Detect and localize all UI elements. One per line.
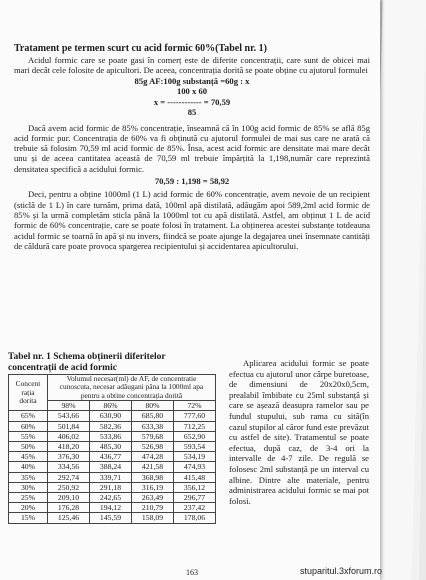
table-cell-value: 543,66 (48, 411, 90, 421)
table-cell-value: 296,77 (174, 493, 216, 503)
table-cell-value: 356,12 (174, 482, 216, 492)
table-row (9, 482, 216, 492)
table-cell-value: 777,60 (174, 411, 216, 421)
table-cell-value: 501,84 (48, 421, 90, 431)
table-cell-value: 582,36 (90, 421, 132, 431)
table-cell-value: 533,86 (90, 431, 132, 441)
formula-line: x = ------------ = 70,59 (153, 96, 231, 107)
table-cell-value: 712,25 (174, 421, 216, 431)
paragraph-preparation: Deci, pentru a obține 1000ml (1 L) acid formic de 60% concentrație, avem nevoie de un recipient (sticlă de 1 L) în care turnăm, prima dată, 100ml apă distilată, adăugăm apoi 589,2ml acid formic de 85% și la urmă completăm sticla până la 1000ml tot cu apă distilată. Astfel, am obținut 1 L de acid formic de 60% concentrație, care se poate folosi în tratament. La obținerea acestei substanțe totdeauna acidul formic se toarnă în apă și nu invers, fiindcă se poate ajunge la degajarea unei însemnate cantități de căldură care poate provoca spargerea recipientului și accidentarea apicultorului. (14, 189, 370, 251)
table-cell-value: 415,48 (174, 472, 216, 482)
table-cell-concentration: 15% (9, 513, 48, 523)
table-cell-value: 652,90 (174, 431, 216, 441)
table-cell-value: 291,18 (90, 482, 132, 492)
application-text (229, 358, 369, 506)
main-text (14, 43, 370, 251)
table-cell-concentration: 25% (9, 493, 48, 503)
formula-line: 100 x 60 (176, 86, 208, 97)
table-cell-value: 176,28 (48, 503, 90, 513)
table-cell-value: 474,93 (174, 462, 216, 472)
table-cell-value: 526,98 (132, 442, 174, 452)
table-row (9, 462, 216, 472)
table-cell-value: 406,02 (48, 431, 90, 441)
table-cell-value: 421,58 (132, 462, 174, 472)
table-row (9, 411, 216, 421)
table-subheader: 98% (48, 401, 90, 411)
table-cell-concentration: 45% (9, 452, 48, 462)
table-cell-value: 292,74 (48, 472, 90, 482)
table-cell-value: 210,79 (132, 503, 174, 513)
concentration-table (8, 374, 216, 524)
table-cell-value: 125,46 (48, 513, 90, 523)
table-row (9, 442, 216, 452)
table-cell-value: 316,19 (132, 482, 174, 492)
table-subheader: 72% (174, 401, 216, 411)
table-cell-value: 485,30 (90, 442, 132, 452)
paragraph-intro: Acidul formic care se poate gasi în comerț este de diferite concentrații, care sunt de obicei mai mari decât cele folosite de apicultori. De aceea, concentrația dorită se poate obține cu ajutorul formulei (14, 55, 370, 76)
table-cell-concentration: 55% (9, 431, 48, 441)
table-cell-concentration: 60% (9, 421, 48, 431)
table-cell-value: 388,24 (90, 462, 132, 472)
table-cell-value: 158,09 (132, 513, 174, 523)
table-cell-value: 633,38 (132, 421, 174, 431)
table-header-concentration: Concent rația dorita (9, 375, 48, 411)
table-header-volume: Volumul necesar(ml) de AF, de concentratie cunoscuta, necesar adăugani pâna la 1000ml apa pentru a obtine concentrația dorită (48, 375, 216, 401)
table-cell-value: 237,42 (174, 503, 216, 513)
table-cell-value: 194,12 (90, 503, 132, 513)
table-cell-value: 474,28 (132, 452, 174, 462)
table-row (9, 493, 216, 503)
table-cell-value: 334,56 (48, 462, 90, 472)
table-cell-value: 579,68 (132, 431, 174, 441)
table-cell-value: 145,59 (90, 513, 132, 523)
paragraph-density: Dacă avem acid formic de 85% concentrație, înseamnă că în 100g acid formic de 85% se află 85g acid formic pur. Concentrația de 60% va fi obținută cu ajutorul formulei de mai sus care ne arată că trebuie să folosim 70,59 ml acid formic de 85%. Însa, acest acid formic are densitate mai mare decât unu și de aceea cantitatea această de 70,59 ml trebuie împărțită la 1,198,număr care reprezintă densitatea specifică a acidului formic. (14, 122, 370, 174)
paragraph-application: Aplicarea acidului formic se poate efectua cu ajutorul unor cârpe buretoase, de dimensiuni de 20x20x0,5cm, prealabil îmbibate cu 25ml substanță și care se așează deasupra ramelor sau pe fundul stupului, sub rama cu sită(în cazul stupilor al căror fund este prevăzut cu astfel de site). Tratamentul se poate efectua, după caz, de 3-4 ori la intervalle de 4-7 zile. De regulă se folosesc 2ml substanță pe un interval cu albine. Dintre alte materiale, pentru administrarea acidului formic se mai pot folosi. (229, 358, 369, 506)
table-cell-value: 436,77 (90, 452, 132, 462)
table-cell-value: 593,54 (174, 442, 216, 452)
page-number: 163 (186, 568, 198, 577)
table-subheader: 86% (90, 401, 132, 411)
document-title: Tratament pe termen scurt cu acid formic 60%(Tabel nr. 1) (14, 43, 267, 54)
table-row (9, 452, 216, 462)
table-cell-value: 630,90 (90, 411, 132, 421)
table-row (9, 472, 216, 482)
watermark: stuparitul.3xforum.ro (300, 566, 383, 576)
table-cell-value: 263,49 (132, 493, 174, 503)
table-cell-value: 534,19 (174, 452, 216, 462)
table-cell-value: 339,71 (90, 472, 132, 482)
table-cell-concentration: 35% (9, 472, 48, 482)
table-cell-value: 242,65 (90, 493, 132, 503)
table-cell-value: 368,98 (132, 472, 174, 482)
table-cell-value: 418,20 (48, 442, 90, 452)
table-cell-concentration: 50% (9, 442, 48, 452)
table-row (9, 421, 216, 431)
table-body (9, 411, 216, 523)
table-subheader: 80% (132, 401, 174, 411)
table-cell-value: 685,80 (132, 411, 174, 421)
table-row (9, 503, 216, 513)
table-cell-concentration: 40% (9, 462, 48, 472)
table-cell-value: 178,06 (174, 513, 216, 523)
formula-density: 70,59 : 1,198 = 58,92 (154, 176, 230, 187)
table-row (9, 431, 216, 441)
table-cell-concentration: 20% (9, 503, 48, 513)
formula-line: 85 (187, 107, 197, 118)
table-cell-value: 209,10 (48, 493, 90, 503)
table-cell-concentration: 65% (9, 411, 48, 421)
table-cell-value: 376,30 (48, 452, 90, 462)
table-cell-concentration: 30% (9, 482, 48, 492)
formula-line: 85g AF:100g substanță =60g : x (134, 75, 250, 86)
table-title: Tabel nr. 1 Schema obținerii diferitelor concentrații de acid formic (8, 352, 166, 373)
table-row (9, 513, 216, 523)
table-cell-value: 250,92 (48, 482, 90, 492)
